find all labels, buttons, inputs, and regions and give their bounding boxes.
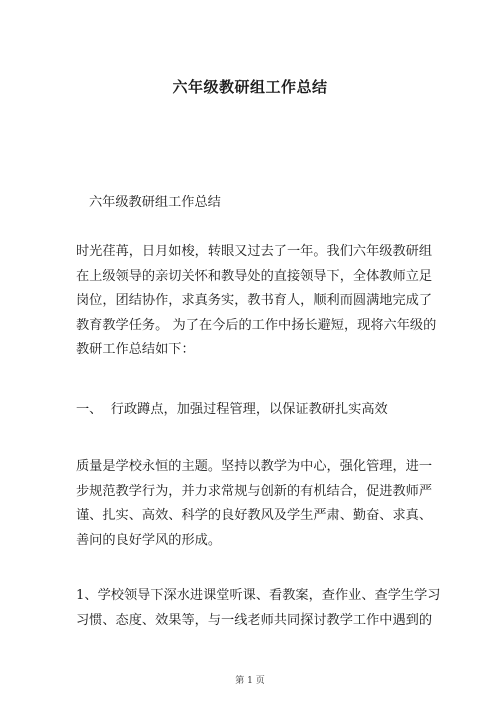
paragraph-intro [76,240,437,363]
text-line: 习惯、态度、效果等，与一线老师共同探讨教学工作中遇到的 [76,612,433,628]
page-title: 六年级教研组工作总结 [172,78,328,96]
text-line: 时光荏苒，日月如梭，转眼又过去了一年。我们六年级教研组 [76,244,433,259]
section-heading [76,398,428,423]
text-line: 步规范教学行为，并力求常规与创新的有机结合，促进教师严 [76,483,433,499]
paragraph-leadership [76,584,441,633]
text-line: 谨、扎实、高效、科学的良好教风及学生严肃、勤奋、求真、 [76,508,433,523]
document-subtitle [76,191,428,216]
page-number: 第 1 页 [235,676,265,686]
paragraph-quality [76,455,433,553]
section-heading-text: 一、 行政蹲点，加强过程管理，以保证教研扎实高效 [76,402,388,417]
text-line: 教育教学任务。 为了在今后的工作中扬长避短，现将六年级的 [76,317,437,333]
text-line: 1、学校领导下深水进课堂听课、看教案，查作业、查学生学习 [76,588,441,603]
text-line: 教研工作总结如下： [76,342,195,357]
text-line: 善问的良好学风的形成。 [76,532,222,548]
text-line: 岗位，团结协作，求真务实，教书育人，顺利而圆满地完成了 [76,293,433,308]
text-line: 质量是学校永恒的主题。坚持以教学为中心，强化管理，进一 [76,459,433,474]
text-line: 在上级领导的亲切关怀和教导处的直接领导下，全体教师立足 [76,268,433,284]
subtitle-text: 六年级教研组工作总结 [89,195,221,210]
